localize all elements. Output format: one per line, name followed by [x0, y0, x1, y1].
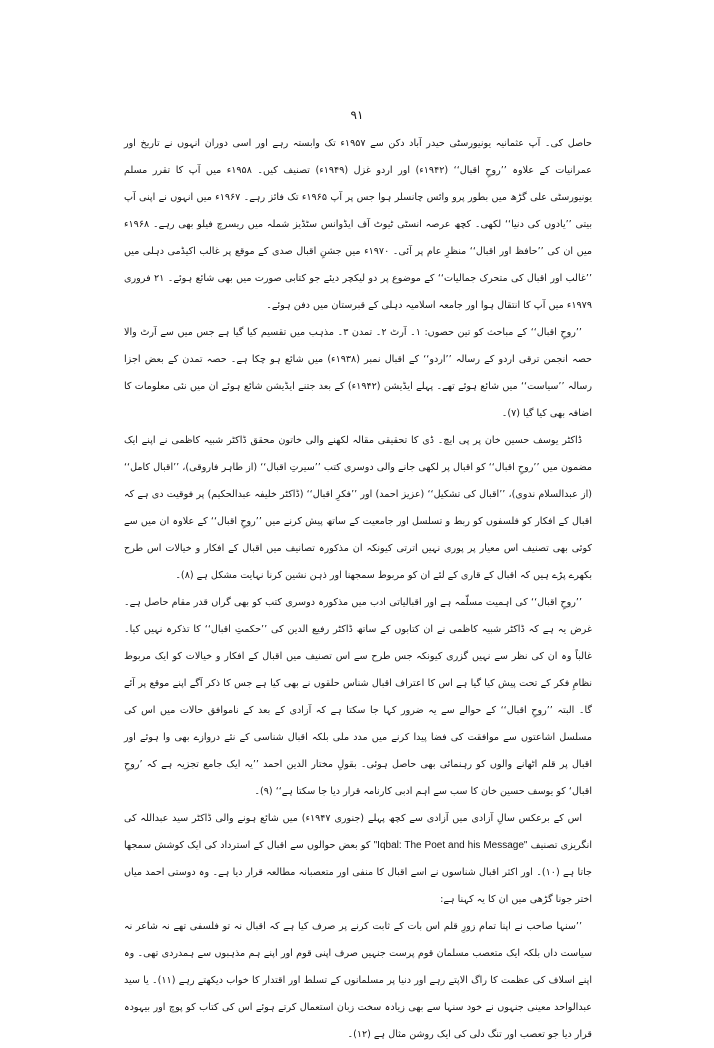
english-book-title: "Iqbal: The Poet and his Message": [373, 840, 528, 851]
paragraph-5: [124, 805, 592, 913]
paragraph-5-before: اس کے برعکس سالِ آزادی میں آزادی سے کچھ پہلے (جنوری ۱۹۴۷ء) میں شائع ہونے والی ڈاکٹر سید عبداللہ کی انگریزی تصنیف: [124, 813, 592, 851]
block-quote: ’’سنہا صاحب نے اپنا تمام زورِ قلم اس بات کے ثابت کرنے پر صرف کیا ہے کہ اقبال نہ تو فلسفی تھے نہ شاعر نہ سیاست داں بلکہ ایک متعصب مسلمان قوم پرست جنہیں صرف اپنی قوم اور اپنے ہم مذہبوں سے ہمدردی تھی۔ وہ اپنے اسلاف کی عظمت کا راگ الاپتے رہے اور دنیا پر مسلمانوں کے تسلط اور اقتدار کا خواب دیکھتے رہے (۱۱)۔ یا سید عبدالواحد معینی جنہوں نے خود سنہا سے بھی زیادہ سخت زبان استعمال کرتے ہوئے اس کی کتاب کو پوچ اور بیہودہ قرار دیا جو تعصب اور تنگ دلی کی ایک روشن مثال ہے (۱۲)۔: [124, 921, 592, 1040]
paragraph-2: ’’روحِ اقبال‘‘ کے مباحث کو تین حصوں: ۱۔ آرٹ ۲۔ تمدن ۳۔ مذہب میں تقسیم کیا گیا ہے جس میں سے آرٹ والا حصہ انجمن ترقی اردو کے رسالہ ’’اردو‘‘ کے اقبال نمبر (۱۹۳۸ء) میں شائع ہو چکا ہے۔ حصہ تمدن کے بعض اجزا رسالہ ’’سیاست‘‘ میں شائع ہوئے تھے۔ پہلے ایڈیشن (۱۹۴۲ء) کے بعد جتنے ایڈیشن شائع ہوئے ان میں نئی معلومات کا اضافہ بھی کیا گیا (۷)۔: [124, 327, 592, 419]
page-number: ۹۱: [350, 108, 364, 122]
paragraph-5-after: کو بعض حوالوں سے اقبال کے استرداد کی ایک کوشش سمجھا جاتا ہے (۱۰)۔ اور اکثر اقبال شناسوں نے اسے اقبال کا منفی اور متعصبانہ مطالعہ قرار دیا ہے۔ وہ دوستی احمد میاں اختر جونا گڑھی میں ان کا یہ کہنا ہے:: [124, 840, 592, 905]
paragraph-3: ڈاکٹر یوسف حسین خان پر پی ایچ۔ ڈی کا تحقیقی مقالہ لکھنے والی خاتون محقق ڈاکٹر شبیہ کاظمی نے اپنے ایک مضمون میں ’’روحِ اقبال‘‘ کو اقبال پر لکھی جانے والی دوسری کتب ’’سیرتِ اقبال‘‘ (از طاہر فاروقی)، ’’اقبال کامل‘‘ (از عبدالسلام ندوی)، ’’اقبال کی تشکیل‘‘ (عزیز احمد) اور ’’فکرِ اقبال‘‘ (ڈاکٹر خلیفہ عبدالحکیم) پر فوقیت دی ہے کہ اقبال کے افکار کو فلسفوں کو ربط و تسلسل اور جامعیت کے ساتھ پیش کرنے میں ’’روحِ اقبال‘‘ کے علاوہ ان میں سے کوئی بھی تصنیف اس معیار پر پوری نہیں اترتی کیونکہ ان مذکورہ تصانیف میں اقبال کے افکار و خیالات اس طرح بکھرے پڑے ہیں کہ اقبال کے قاری کے لئے ان کو مربوط سمجھنا اور ذہن نشین کرنا نہایت مشکل ہے (۸)۔: [124, 435, 592, 581]
body-text: [124, 130, 592, 1048]
paragraph-4: ’’روحِ اقبال‘‘ کی اہمیت مسلّمہ ہے اور اقبالیاتی ادب میں مذکورہ دوسری کتب کو بھی گراں قدر مقام حاصل ہے۔ غرض یہ ہے کہ ڈاکٹر شبیہ کاظمی نے ان کتابوں کے ساتھ ڈاکٹر رفیع الدین کی ’’حکمتِ اقبال‘‘ کا تذکرہ نہیں کیا۔ غالباً وہ ان کی نظر سے نہیں گزری کیونکہ جس طرح سے اس تصنیف میں اقبال کے افکار و خیالات کو ایک مربوط نظامِ فکر کے تحت پیش کیا گیا ہے اس کا اعتراف اقبال شناس حلقوں نے بھی کیا ہے جس کا ذکر آگے اپنے موقع پر آئے گا۔ البتہ ’’روحِ اقبال‘‘ کے حوالے سے یہ ضرور کہا جا سکتا ہے کہ آزادی کے بعد کے ناموافق حالات میں اس کی مسلسل اشاعتوں سے موافقت کی فضا پیدا کرنے میں مدد ملی بلکہ اقبال شناسی کے نئے دروازے بھی وا ہوئے اور اقبال پر قلم اٹھانے والوں کو رہنمائی بھی حاصل ہوئی۔ بقولِ مختار الدین احمد ’’یہ ایک جامع تجزیہ ہے کہ ’روحِ اقبال‘ کو یوسف حسین خان کا سب سے اہم ادبی کارنامہ قرار دیا جا سکتا ہے‘‘ (۹)۔: [124, 597, 592, 797]
paragraph-1: حاصل کی۔ آپ عثمانیہ یونیورسٹی حیدر آباد دکن سے ۱۹۵۷ء تک وابستہ رہے اور اسی دوران انہوں نے تاریخ اور عمرانیات کے علاوہ ’’روحِ اقبال‘‘ (۱۹۴۲ء) اور اردو غزل (۱۹۴۹ء) تصنیف کیں۔ ۱۹۵۸ء میں آپ کا تقرر مسلم یونیورسٹی علی گڑھ میں بطور پرو وائس چانسلر ہوا جس پر آپ ۱۹۶۵ء تک فائز رہے۔ ۱۹۶۷ء میں انہوں نے اپنی آپ بیتی ’’یادوں کی دنیا‘‘ لکھی۔ کچھ عرصہ انسٹی ٹیوٹ آف ایڈوانس سٹڈیز شملہ میں ریسرچ فیلو بھی رہے۔ ۱۹۶۸ء میں ان کی ’’حافظ اور اقبال‘‘ منظرِ عام پر آئی۔ ۱۹۷۰ء میں جشنِ اقبال صدی کے موقع پر غالب اکیڈمی دہلی میں ’’غالب اور اقبال کی متحرک جمالیات‘‘ کے موضوع پر دو لیکچر دیئے جو کتابی صورت میں بھی شائع ہوئے۔ ۲۱ فروری ۱۹۷۹ء میں آپ کا انتقال ہوا اور جامعہ اسلامیہ دہلی کے قبرستان میں دفن ہوئے۔: [124, 138, 593, 311]
